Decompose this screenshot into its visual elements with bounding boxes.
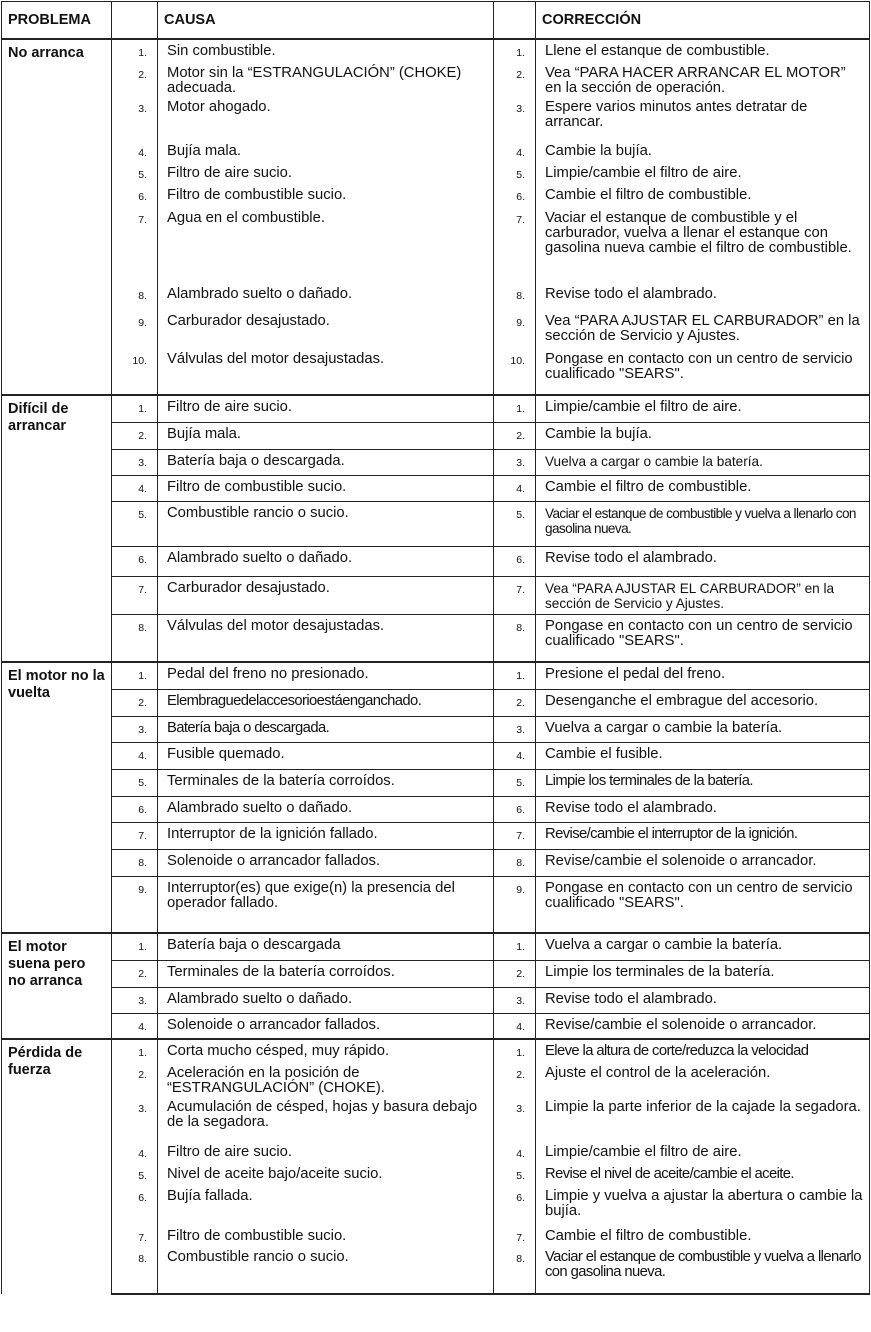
cause-text: Aceleración en la posición de “ESTRANGULACIÓN” (CHOKE). bbox=[158, 1062, 494, 1096]
fix-text: Revise/cambie el solenoide o arrancador. bbox=[536, 849, 870, 876]
fix-number: 5. bbox=[494, 162, 536, 184]
fix-text: Vuelva a cargar o cambie la batería. bbox=[536, 933, 870, 960]
table-row bbox=[2, 449, 870, 475]
fix-text: Revise el nivel de aceite/cambie el aceite. bbox=[536, 1163, 870, 1185]
cause-text: Nivel de aceite bajo/aceite sucio. bbox=[158, 1163, 494, 1185]
cause-number: 4. bbox=[112, 140, 158, 162]
cause-number: 9. bbox=[112, 876, 158, 933]
table-row bbox=[2, 614, 870, 662]
cause-number: 6. bbox=[112, 796, 158, 822]
table-row bbox=[2, 162, 870, 184]
fix-text: Vea “PARA AJUSTAR EL CARBURADOR” en la sección de Servicio y Ajustes. bbox=[536, 310, 870, 348]
cause-number: 1. bbox=[112, 933, 158, 960]
problem-label: El motor suena pero no arranca bbox=[2, 933, 112, 1039]
fix-text: Cambie el filtro de combustible. bbox=[536, 184, 870, 207]
fix-text: Espere varios minutos antes detratar de arrancar. bbox=[536, 96, 870, 140]
table-row bbox=[2, 546, 870, 576]
fix-text: Vaciar el estanque de combustible y vuelva a llenarlo con gasolina nueva. bbox=[536, 1246, 870, 1294]
table-row bbox=[2, 1185, 870, 1225]
cause-number: 8. bbox=[112, 283, 158, 310]
cause-text: Filtro de combustible sucio. bbox=[158, 1225, 494, 1246]
cause-number: 5. bbox=[112, 162, 158, 184]
cause-number: 6. bbox=[112, 184, 158, 207]
fix-text: Revise todo el alambrado. bbox=[536, 987, 870, 1013]
table-row bbox=[2, 822, 870, 849]
cause-number: 4. bbox=[112, 742, 158, 769]
fix-text: Llene el estanque de combustible. bbox=[536, 39, 870, 62]
header-causa: CAUSA bbox=[158, 2, 494, 40]
table-row bbox=[2, 716, 870, 742]
problem-label: Pérdida de fuerza bbox=[2, 1039, 112, 1294]
fix-text: Vuelva a cargar o cambie la batería. bbox=[536, 449, 870, 475]
cause-text: Bujía mala. bbox=[158, 422, 494, 449]
fix-text: Revise todo el alambrado. bbox=[536, 796, 870, 822]
fix-number: 6. bbox=[494, 1185, 536, 1225]
cause-number: 10. bbox=[112, 348, 158, 395]
fix-number: 1. bbox=[494, 39, 536, 62]
table-row bbox=[2, 1225, 870, 1246]
cause-text: Carburador desajustado. bbox=[158, 576, 494, 614]
cause-text: Bujía mala. bbox=[158, 140, 494, 162]
header-num-cause bbox=[112, 2, 158, 40]
fix-text: Pongase en contacto con un centro de servicio cualificado "SEARS". bbox=[536, 614, 870, 662]
table-body bbox=[2, 39, 870, 1294]
cause-number: 7. bbox=[112, 207, 158, 283]
cause-number: 5. bbox=[112, 769, 158, 796]
table-row bbox=[2, 1039, 870, 1062]
table-row bbox=[2, 207, 870, 283]
fix-number: 8. bbox=[494, 849, 536, 876]
table-row bbox=[2, 876, 870, 933]
fix-text: Revise todo el alambrado. bbox=[536, 546, 870, 576]
fix-text: Limpie/cambie el filtro de aire. bbox=[536, 395, 870, 422]
cause-text: Acumulación de césped, hojas y basura debajo de la segadora. bbox=[158, 1096, 494, 1141]
fix-text: Cambie la bujía. bbox=[536, 422, 870, 449]
cause-text: Filtro de combustible sucio. bbox=[158, 475, 494, 501]
table-row bbox=[2, 501, 870, 546]
table-row bbox=[2, 422, 870, 449]
table-header-row bbox=[2, 2, 870, 40]
table-row bbox=[2, 1013, 870, 1039]
fix-text: Presione el pedal del freno. bbox=[536, 662, 870, 689]
cause-text: Alambrado suelto o dañado. bbox=[158, 796, 494, 822]
cause-number: 8. bbox=[112, 1246, 158, 1294]
fix-number: 5. bbox=[494, 501, 536, 546]
cause-text: Alambrado suelto o dañado. bbox=[158, 987, 494, 1013]
cause-number: 4. bbox=[112, 1141, 158, 1163]
table-row bbox=[2, 62, 870, 96]
cause-text: Motor sin la “ESTRANGULACIÓN” (CHOKE) adecuada. bbox=[158, 62, 494, 96]
cause-number: 7. bbox=[112, 822, 158, 849]
fix-text: Cambie el filtro de combustible. bbox=[536, 475, 870, 501]
cause-text: Corta mucho césped, muy rápido. bbox=[158, 1039, 494, 1062]
cause-text: Batería baja o descargada. bbox=[158, 449, 494, 475]
fix-number: 1. bbox=[494, 933, 536, 960]
cause-text: Carburador desajustado. bbox=[158, 310, 494, 348]
fix-number: 7. bbox=[494, 576, 536, 614]
table-row bbox=[2, 184, 870, 207]
fix-text: Revise/cambie el solenoide o arrancador. bbox=[536, 1013, 870, 1039]
table-row bbox=[2, 39, 870, 62]
table-row bbox=[2, 1246, 870, 1294]
fix-number: 6. bbox=[494, 546, 536, 576]
fix-number: 3. bbox=[494, 96, 536, 140]
cause-number: 2. bbox=[112, 62, 158, 96]
table-row bbox=[2, 769, 870, 796]
fix-text: Cambie el fusible. bbox=[536, 742, 870, 769]
cause-text: Pedal del freno no presionado. bbox=[158, 662, 494, 689]
cause-text: Filtro de aire sucio. bbox=[158, 162, 494, 184]
fix-text: Limpie y vuelva a ajustar la abertura o cambie la bujía. bbox=[536, 1185, 870, 1225]
header-problema: PROBLEMA bbox=[2, 2, 112, 40]
table-row bbox=[2, 348, 870, 395]
fix-number: 8. bbox=[494, 283, 536, 310]
cause-number: 6. bbox=[112, 1185, 158, 1225]
fix-number: 3. bbox=[494, 449, 536, 475]
fix-text: Pongase en contacto con un centro de servicio cualificado "SEARS". bbox=[536, 348, 870, 395]
cause-text: Alambrado suelto o dañado. bbox=[158, 283, 494, 310]
cause-number: 1. bbox=[112, 662, 158, 689]
cause-number: 2. bbox=[112, 1062, 158, 1096]
cause-text: Solenoide o arrancador fallados. bbox=[158, 849, 494, 876]
cause-number: 3. bbox=[112, 449, 158, 475]
fix-number: 9. bbox=[494, 310, 536, 348]
fix-number: 8. bbox=[494, 614, 536, 662]
cause-number: 5. bbox=[112, 1163, 158, 1185]
cause-number: 4. bbox=[112, 1013, 158, 1039]
table-row bbox=[2, 576, 870, 614]
fix-text: Ajuste el control de la aceleración. bbox=[536, 1062, 870, 1096]
table-row bbox=[2, 742, 870, 769]
cause-text: Filtro de combustible sucio. bbox=[158, 184, 494, 207]
fix-text: Limpie los terminales de la batería. bbox=[536, 769, 870, 796]
table-row bbox=[2, 849, 870, 876]
cause-number: 1. bbox=[112, 39, 158, 62]
fix-number: 4. bbox=[494, 1013, 536, 1039]
cause-text: Combustible rancio o sucio. bbox=[158, 1246, 494, 1294]
cause-number: 7. bbox=[112, 576, 158, 614]
fix-text: Cambie la bujía. bbox=[536, 140, 870, 162]
cause-text: Bujía fallada. bbox=[158, 1185, 494, 1225]
table-row bbox=[2, 689, 870, 716]
fix-text: Limpie/cambie el filtro de aire. bbox=[536, 162, 870, 184]
problem-label: No arranca bbox=[2, 39, 112, 395]
fix-number: 2. bbox=[494, 1062, 536, 1096]
fix-text: Revise/cambie el interruptor de la ignición. bbox=[536, 822, 870, 849]
fix-number: 3. bbox=[494, 987, 536, 1013]
fix-text: Cambie el filtro de combustible. bbox=[536, 1225, 870, 1246]
fix-text: Vuelva a cargar o cambie la batería. bbox=[536, 716, 870, 742]
cause-number: 6. bbox=[112, 546, 158, 576]
cause-text: Filtro de aire sucio. bbox=[158, 1141, 494, 1163]
cause-number: 4. bbox=[112, 475, 158, 501]
fix-number: 3. bbox=[494, 1096, 536, 1141]
cause-number: 5. bbox=[112, 501, 158, 546]
cause-text: Batería baja o descargada. bbox=[158, 716, 494, 742]
fix-number: 9. bbox=[494, 876, 536, 933]
problem-label: Difícil de arrancar bbox=[2, 395, 112, 662]
cause-text: Motor ahogado. bbox=[158, 96, 494, 140]
fix-text: Revise todo el alambrado. bbox=[536, 283, 870, 310]
table-row bbox=[2, 1096, 870, 1141]
fix-number: 5. bbox=[494, 1163, 536, 1185]
table-row bbox=[2, 1062, 870, 1096]
table-row bbox=[2, 796, 870, 822]
fix-number: 2. bbox=[494, 422, 536, 449]
cause-text: Interruptor de la ignición fallado. bbox=[158, 822, 494, 849]
fix-number: 1. bbox=[494, 395, 536, 422]
cause-text: Solenoide o arrancador fallados. bbox=[158, 1013, 494, 1039]
table-row bbox=[2, 987, 870, 1013]
cause-number: 2. bbox=[112, 422, 158, 449]
cause-number: 9. bbox=[112, 310, 158, 348]
problem-label: El motor no la vuelta bbox=[2, 662, 112, 933]
troubleshooting-table-page bbox=[1, 1, 870, 1295]
table-row bbox=[2, 1163, 870, 1185]
cause-text: Válvulas del motor desajustadas. bbox=[158, 614, 494, 662]
fix-number: 7. bbox=[494, 822, 536, 849]
cause-number: 1. bbox=[112, 1039, 158, 1062]
fix-number: 7. bbox=[494, 1225, 536, 1246]
table-row bbox=[2, 140, 870, 162]
fix-number: 4. bbox=[494, 475, 536, 501]
fix-text: Pongase en contacto con un centro de servicio cualificado "SEARS". bbox=[536, 876, 870, 933]
table-row bbox=[2, 960, 870, 987]
table-row bbox=[2, 395, 870, 422]
fix-number: 10. bbox=[494, 348, 536, 395]
fix-text: Vea “PARA AJUSTAR EL CARBURADOR” en la sección de Servicio y Ajustes. bbox=[536, 576, 870, 614]
table-row bbox=[2, 662, 870, 689]
fix-number: 8. bbox=[494, 1246, 536, 1294]
table-row bbox=[2, 933, 870, 960]
troubleshooting-table bbox=[1, 1, 870, 1295]
cause-text: Combustible rancio o sucio. bbox=[158, 501, 494, 546]
table-row bbox=[2, 283, 870, 310]
cause-number: 3. bbox=[112, 1096, 158, 1141]
cause-text: Agua en el combustible. bbox=[158, 207, 494, 283]
cause-text: Sin combustible. bbox=[158, 39, 494, 62]
fix-text: Vaciar el estanque de combustible y el carburador, vuelva a llenar el estanque con gasolina nueva cambie el filtro de combustible. bbox=[536, 207, 870, 283]
cause-text: Filtro de aire sucio. bbox=[158, 395, 494, 422]
fix-number: 1. bbox=[494, 1039, 536, 1062]
fix-text: Eleve la altura de corte/reduzca la velocidad bbox=[536, 1039, 870, 1062]
fix-text: Vea “PARA HACER ARRANCAR EL MOTOR” en la sección de operación. bbox=[536, 62, 870, 96]
cause-number: 3. bbox=[112, 96, 158, 140]
cause-number: 3. bbox=[112, 716, 158, 742]
cause-number: 7. bbox=[112, 1225, 158, 1246]
cause-number: 3. bbox=[112, 987, 158, 1013]
table-row bbox=[2, 475, 870, 501]
header-correccion: CORRECCIÓN bbox=[536, 2, 870, 40]
table-row bbox=[2, 1141, 870, 1163]
cause-text: Válvulas del motor desajustadas. bbox=[158, 348, 494, 395]
cause-text: Elembraguedelaccesorioestáenganchado. bbox=[158, 689, 494, 716]
fix-number: 2. bbox=[494, 960, 536, 987]
fix-number: 5. bbox=[494, 769, 536, 796]
fix-number: 3. bbox=[494, 716, 536, 742]
fix-number: 6. bbox=[494, 796, 536, 822]
fix-text: Limpie la parte inferior de la cajade la segadora. bbox=[536, 1096, 870, 1141]
fix-number: 1. bbox=[494, 662, 536, 689]
cause-text: Alambrado suelto o dañado. bbox=[158, 546, 494, 576]
fix-number: 7. bbox=[494, 207, 536, 283]
cause-text: Batería baja o descargada bbox=[158, 933, 494, 960]
fix-text: Vaciar el estanque de combustible y vuelva a llenarlo con gasolina nueva. bbox=[536, 501, 870, 546]
fix-number: 4. bbox=[494, 140, 536, 162]
fix-text: Limpie los terminales de la batería. bbox=[536, 960, 870, 987]
header-num-fix bbox=[494, 2, 536, 40]
fix-number: 6. bbox=[494, 184, 536, 207]
fix-number: 2. bbox=[494, 62, 536, 96]
fix-number: 4. bbox=[494, 742, 536, 769]
cause-text: Terminales de la batería corroídos. bbox=[158, 769, 494, 796]
cause-number: 1. bbox=[112, 395, 158, 422]
cause-number: 2. bbox=[112, 960, 158, 987]
fix-number: 4. bbox=[494, 1141, 536, 1163]
cause-text: Terminales de la batería corroídos. bbox=[158, 960, 494, 987]
fix-number: 2. bbox=[494, 689, 536, 716]
cause-number: 8. bbox=[112, 849, 158, 876]
fix-text: Limpie/cambie el filtro de aire. bbox=[536, 1141, 870, 1163]
cause-number: 2. bbox=[112, 689, 158, 716]
cause-text: Interruptor(es) que exige(n) la presencia del operador fallado. bbox=[158, 876, 494, 933]
cause-text: Fusible quemado. bbox=[158, 742, 494, 769]
table-row bbox=[2, 310, 870, 348]
table-row bbox=[2, 96, 870, 140]
cause-number: 8. bbox=[112, 614, 158, 662]
fix-text: Desenganche el embrague del accesorio. bbox=[536, 689, 870, 716]
